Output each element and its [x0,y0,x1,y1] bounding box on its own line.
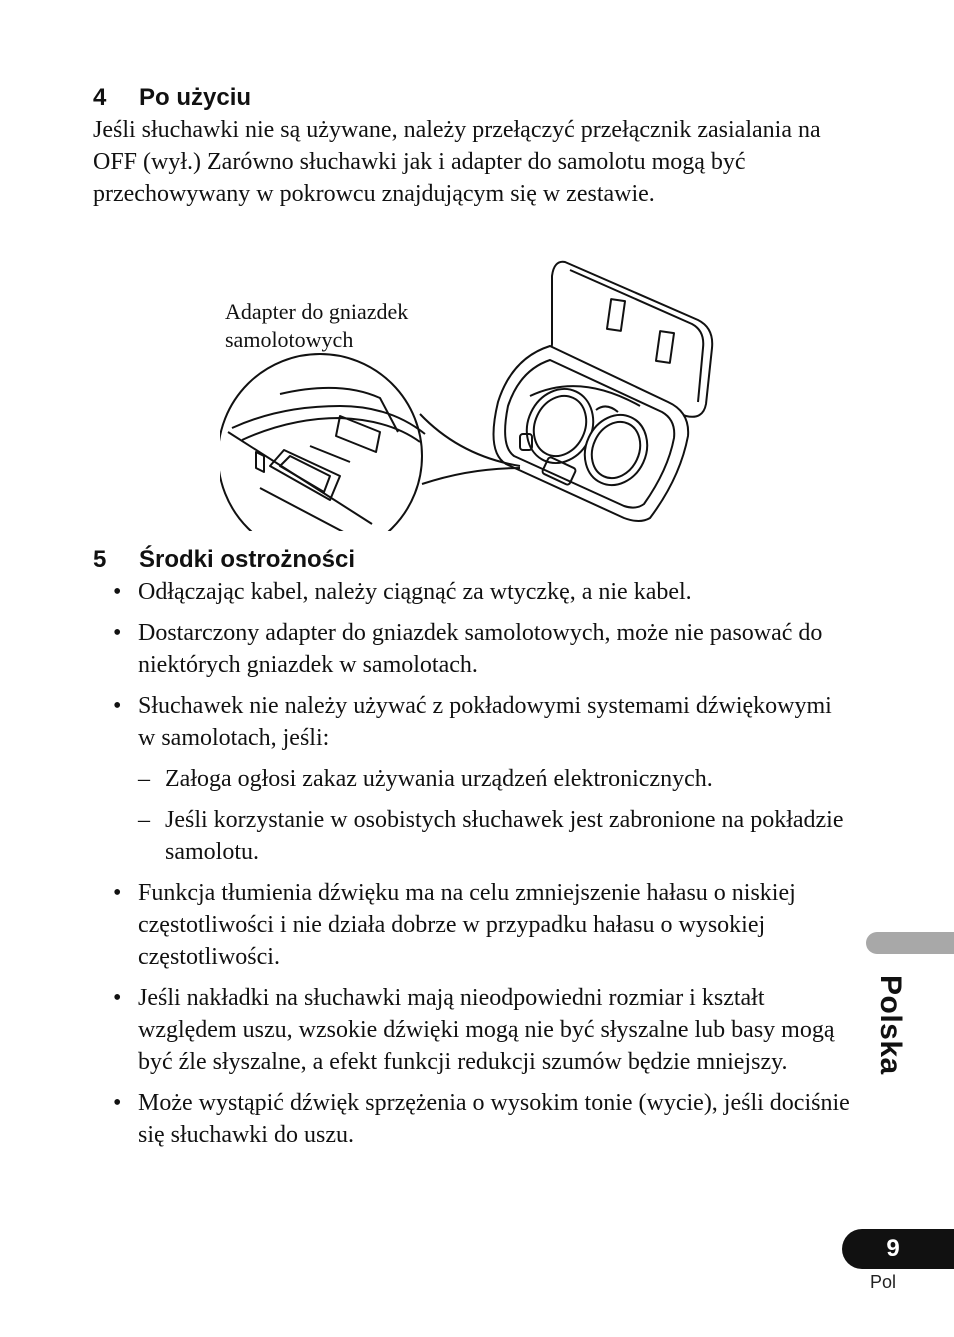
callout-line-1: Adapter do gniazdek [225,299,409,324]
page-number-tab [842,1229,954,1269]
section-4-body: Jeśli słuchawki nie są używane, należy przełączyć przełącznik zasialania na OFF (wył.) Zarówno słuchawki jak i adapter do samolotu mogą być przechowywany w pokrowcu znajdującym się w zestawie. [93,117,821,207]
callout-line-2: samolotowych [225,327,354,352]
bullet: • [113,1090,122,1116]
section-5-heading [93,546,355,574]
section-number: 5 [93,546,107,573]
section-4-heading [93,84,251,112]
sub-list [93,763,853,868]
dash: – [138,766,150,792]
list-item: • Dostarczony adapter do gniazdek samolotowych, może nie pasować do niektórych gniazdek w samolotach. [93,617,853,681]
sub-list-item: – Jeśli korzystanie w osobistych słuchawek jest zabronione na pokładzie samolotu. [93,804,853,868]
language-code: Pol [870,1272,897,1292]
list-item: • Odłączając kabel, należy ciągnąć za wtyczkę, a nie kabel. [93,576,853,608]
list-item: • Słuchawek nie należy używać z pokładowymi systemami dźwiękowymi w samolotach, jeśli: – Załoga ogłosi zakaz używania urządzeń elektronicznych. – Jeśli korzystanie w osobistych słuchawek jest zabronione na pokładzie samolotu. [93,690,853,868]
bullet: • [113,880,122,906]
section-title: Po użyciu [139,84,252,111]
sub-list-item: – Załoga ogłosi zakaz używania urządzeń elektronicznych. [93,763,853,795]
dash: – [138,807,150,833]
bullet: • [113,985,122,1011]
language-tab-bar [866,932,954,954]
bullet: • [113,693,122,719]
figure-callout [225,298,408,354]
section-title: Środki ostrożności [139,546,356,573]
section-number: 4 [93,84,107,111]
language-label [868,975,916,1087]
list-item: • Funkcja tłumienia dźwięku ma na celu zmniejszenie hałasu o niskiej częstotliwości i nie działa dobrze w przypadku hałasu o wysokiej częstotliwości. [93,877,853,973]
bullet: • [113,620,122,646]
list-item: • Może wystąpić dźwięk sprzężenia o wysokim tonie (wycie), jeśli dociśnie się słuchawki do uszu. [93,1087,853,1151]
page-number: 9 [886,1235,900,1262]
bullet: • [113,579,122,605]
list-item: • Jeśli nakładki na słuchawki mają nieodpowiedni rozmiar i kształt względem uszu, wzsokie dźwięki mogą nie być słyszalne lub basy mogą być źle słyszalne, a efekt funkcji redukcji szumów będzie mniejszy. [93,982,853,1078]
precautions-list [93,576,853,1160]
language-label-text: Polska [874,975,907,1075]
